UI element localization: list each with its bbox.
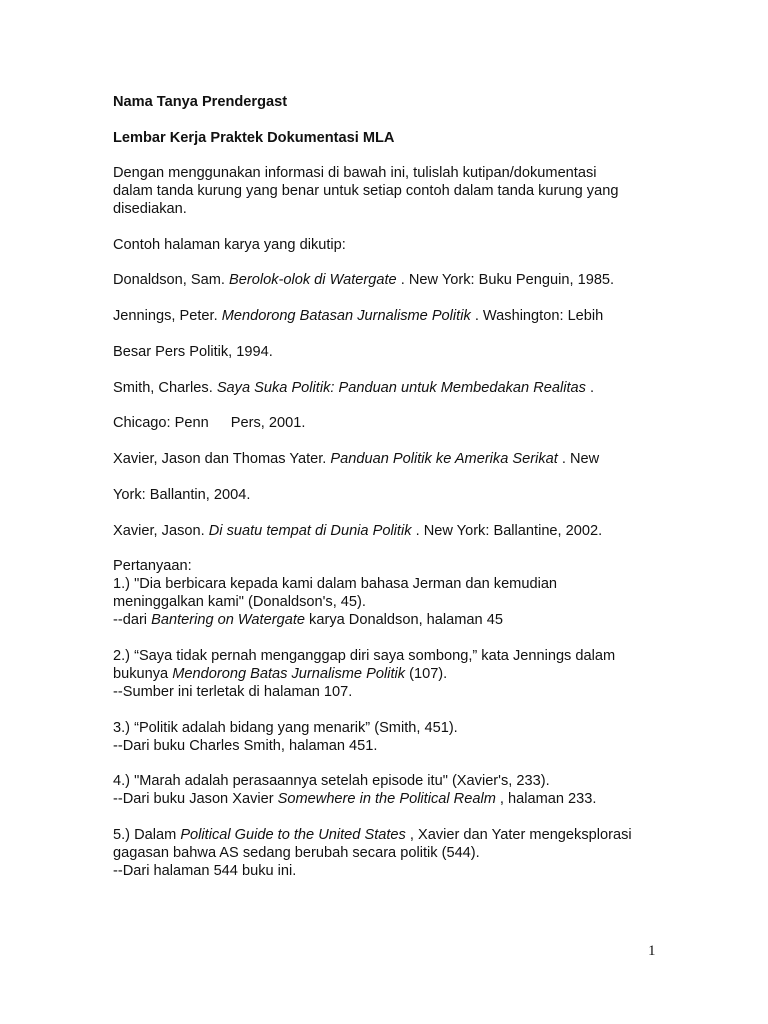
- student-name: Nama Tanya Prendergast: [113, 94, 288, 110]
- instruction-line-1: Dengan menggunakan informasi di bawah ini, tulislah kutipan/dokumentasi: [113, 165, 597, 181]
- question-3-source: --Dari buku Charles Smith, halaman 451.: [113, 738, 378, 754]
- question-1-line-2: meninggalkan kami" (Donaldson's, 45).: [113, 594, 366, 610]
- instruction-line-3: disediakan.: [113, 201, 187, 217]
- question-2-source: --Sumber ini terletak di halaman 107.: [113, 684, 353, 700]
- question-4-line-1: 4.) "Marah adalah perasaannya setelah episode itu" (Xavier's, 233).: [113, 773, 550, 789]
- page-number: 1: [648, 943, 656, 959]
- instruction-line-2: dalam tanda kurung yang benar untuk setiap contoh dalam tanda kurung yang: [113, 183, 619, 199]
- citation-smith-continued: Chicago: Penn Pers, 2001.: [113, 415, 306, 431]
- question-5-line-1: 5.) Dalam Political Guide to the United States , Xavier dan Yater mengeksplorasi: [113, 827, 632, 843]
- citation-donaldson: Donaldson, Sam. Berolok-olok di Watergate . New York: Buku Penguin, 1985.: [113, 272, 615, 288]
- question-1-line-1: 1.) "Dia berbicara kepada kami dalam bahasa Jerman dan kemudian: [113, 576, 558, 592]
- citation-smith: Smith, Charles. Saya Suka Politik: Panduan untuk Membedakan Realitas .: [113, 380, 595, 396]
- question-1-source: --dari Bantering on Watergate karya Donaldson, halaman 45: [113, 612, 503, 628]
- question-5-source: --Dari halaman 544 buku ini.: [113, 863, 297, 879]
- citation-jennings: Jennings, Peter. Mendorong Batasan Jurnalisme Politik . Washington: Lebih: [113, 308, 604, 324]
- citation-jennings-continued: Besar Pers Politik, 1994.: [113, 344, 273, 360]
- question-4-source: --Dari buku Jason Xavier Somewhere in the Political Realm , halaman 233.: [113, 791, 597, 807]
- question-5-line-2: gagasan bahwa AS sedang berubah secara politik (544).: [113, 845, 480, 861]
- questions-heading: Pertanyaan:: [113, 558, 192, 574]
- question-2-line-2: bukunya Mendorong Batas Jurnalisme Politik (107).: [113, 666, 448, 682]
- citation-xavier: Xavier, Jason. Di suatu tempat di Dunia Politik . New York: Ballantine, 2002.: [113, 523, 603, 539]
- works-cited-heading: Contoh halaman karya yang dikutip:: [113, 237, 346, 253]
- worksheet-title: Lembar Kerja Praktek Dokumentasi MLA: [113, 130, 395, 146]
- citation-xavier-yater-continued: York: Ballantin, 2004.: [113, 487, 251, 503]
- question-2-line-1: 2.) “Saya tidak pernah menganggap diri saya sombong,” kata Jennings dalam: [113, 648, 616, 664]
- question-3-line-1: 3.) “Politik adalah bidang yang menarik” (Smith, 451).: [113, 720, 458, 736]
- citation-xavier-yater: Xavier, Jason dan Thomas Yater. Panduan Politik ke Amerika Serikat . New: [113, 451, 600, 467]
